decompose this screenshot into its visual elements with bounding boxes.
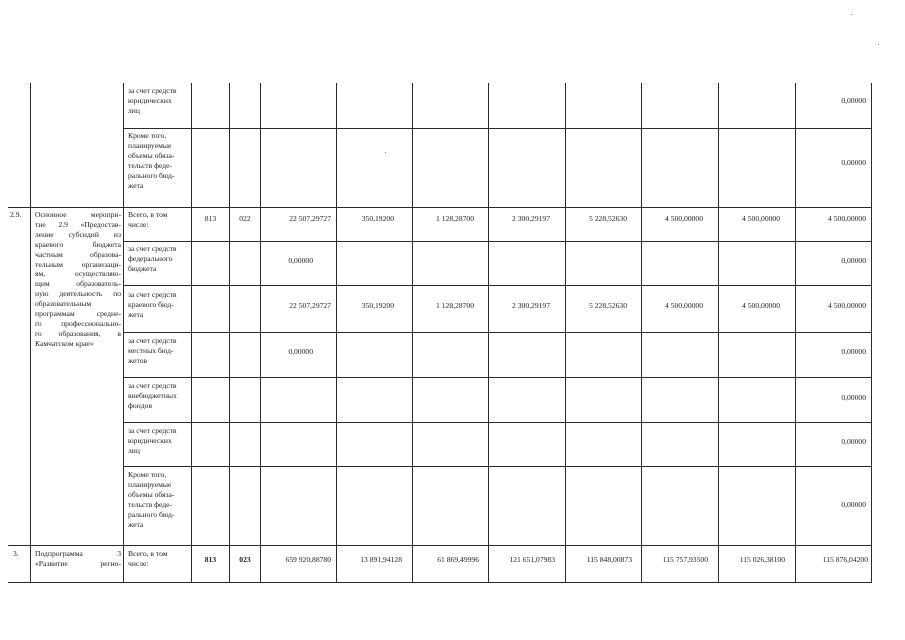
name-line: программам средне- — [35, 309, 121, 319]
col-line — [191, 83, 192, 583]
value-cell: 115 848,00873 — [586, 555, 632, 564]
row-line — [123, 285, 872, 286]
col-line — [123, 83, 124, 583]
value-cell: 4 500,00000 — [665, 214, 703, 223]
value-cell: 0,00000 — [841, 437, 866, 446]
value-cell: 4 500,00000 — [742, 214, 780, 223]
col-line — [229, 83, 230, 583]
value-cell: 350,19200 — [361, 214, 394, 223]
name-line: тельным организаци- — [35, 259, 121, 269]
name-line: краевого бюджета — [35, 239, 121, 249]
value-cell: 22 507,29727 — [289, 214, 331, 223]
source-cell: за счет средств местных бюд- жетов — [128, 336, 177, 365]
value-cell: 4 500,00000 — [742, 301, 780, 310]
name-line: го профессионально- — [35, 318, 121, 328]
name-line: Камчатском крае» — [35, 338, 94, 348]
row-line — [123, 241, 872, 242]
col-line — [871, 83, 872, 583]
source-cell: Кроме того, планируемые объемы обяза- тельств феде- рального бюд- жета — [128, 470, 175, 529]
value-cell: 22 507,29727 — [289, 301, 331, 310]
name-line: частным образова- — [35, 249, 121, 259]
source-cell: Всего, в том числе: — [128, 210, 168, 229]
row-line — [123, 128, 872, 129]
value-cell: 0,00000 — [288, 347, 313, 356]
grbs-cell: 813 — [204, 214, 217, 223]
value-cell: 2 300,29197 — [512, 301, 550, 310]
source-cell: за счет средств юридических лиц — [128, 426, 177, 455]
source-cell: Всего, в том числе: — [128, 549, 168, 568]
value-cell: 5 228,52630 — [589, 214, 627, 223]
value-cell: 115 026,38100 — [739, 555, 785, 564]
name-line: ную деятельность по — [35, 289, 121, 299]
col-line — [412, 83, 413, 583]
row-line — [123, 332, 872, 333]
row-number: 2.9. — [10, 210, 22, 219]
value-cell: 659 920,88780 — [285, 555, 331, 564]
value-cell: 61 869,49996 — [437, 555, 479, 564]
measure-name — [35, 210, 121, 349]
total-cell: 0,00000 — [841, 158, 866, 167]
value-cell: 0,00000 — [288, 256, 313, 265]
value-cell: 13 891,94128 — [360, 555, 402, 564]
scan-speck — [385, 152, 386, 153]
value-cell: 115 757,93500 — [662, 555, 708, 564]
source-cell: за счет средств федерального бюджета — [128, 244, 177, 273]
name-line: Основное меропри- — [35, 210, 121, 219]
value-cell: 0,00000 — [841, 256, 866, 265]
name-line: Подпрограмма 3 — [35, 549, 121, 558]
col-line — [260, 83, 261, 583]
col-line — [641, 83, 642, 583]
row-line — [123, 377, 872, 378]
col-line — [336, 83, 337, 583]
col-line — [30, 83, 31, 583]
value-cell: 1 128,28700 — [436, 214, 474, 223]
col-line — [488, 83, 489, 583]
value-cell: 115 876,04200 — [822, 555, 868, 564]
name-line: «Развитие регио- — [35, 558, 121, 568]
value-cell: 121 651,07983 — [509, 555, 555, 564]
scan-speck — [878, 44, 879, 45]
source-cell: за счет средств внебюджетных фондов — [128, 381, 177, 410]
code-cell: 022 — [239, 214, 251, 223]
row-line — [8, 545, 872, 546]
source-cell: за счет средств юридических лиц — [128, 86, 177, 115]
code-cell: 023 — [239, 555, 251, 564]
subprogram-name — [35, 549, 121, 569]
name-line: тие 2.9 «Предостав- — [35, 219, 121, 229]
grbs-cell: 813 — [204, 555, 217, 564]
name-line: го образования, в — [35, 328, 121, 338]
value-cell: 350,19200 — [361, 301, 394, 310]
row-line — [8, 582, 872, 583]
value-cell: 4 500,00000 — [828, 301, 866, 310]
value-cell: 0,00000 — [841, 347, 866, 356]
scan-speck — [851, 14, 852, 15]
value-cell: 4 500,00000 — [665, 301, 703, 310]
source-cell: Кроме того, планируемые объемы обяза- тельств феде- рального бюд- жета — [128, 131, 175, 190]
row-line — [8, 207, 872, 208]
row-number: 3. — [13, 549, 19, 558]
name-line: щим образователь- — [35, 279, 121, 289]
value-cell: 5 228,52630 — [589, 301, 627, 310]
value-cell: 4 500,00000 — [828, 214, 866, 223]
value-cell: 0,00000 — [841, 393, 866, 402]
name-line: образовательным — [35, 299, 92, 309]
col-line — [718, 83, 719, 583]
value-cell: 1 128,28700 — [436, 301, 474, 310]
col-line — [565, 83, 566, 583]
row-line — [123, 466, 872, 467]
source-cell: за счет средств краевого бюд- жета — [128, 290, 177, 319]
name-line: ям, осуществляю- — [35, 269, 121, 279]
value-cell: 2 300,29197 — [512, 214, 550, 223]
total-cell: 0,00000 — [841, 96, 866, 105]
row-line — [123, 422, 872, 423]
value-cell: 0,00000 — [841, 500, 866, 509]
name-line: ление субсидий из — [35, 229, 121, 239]
